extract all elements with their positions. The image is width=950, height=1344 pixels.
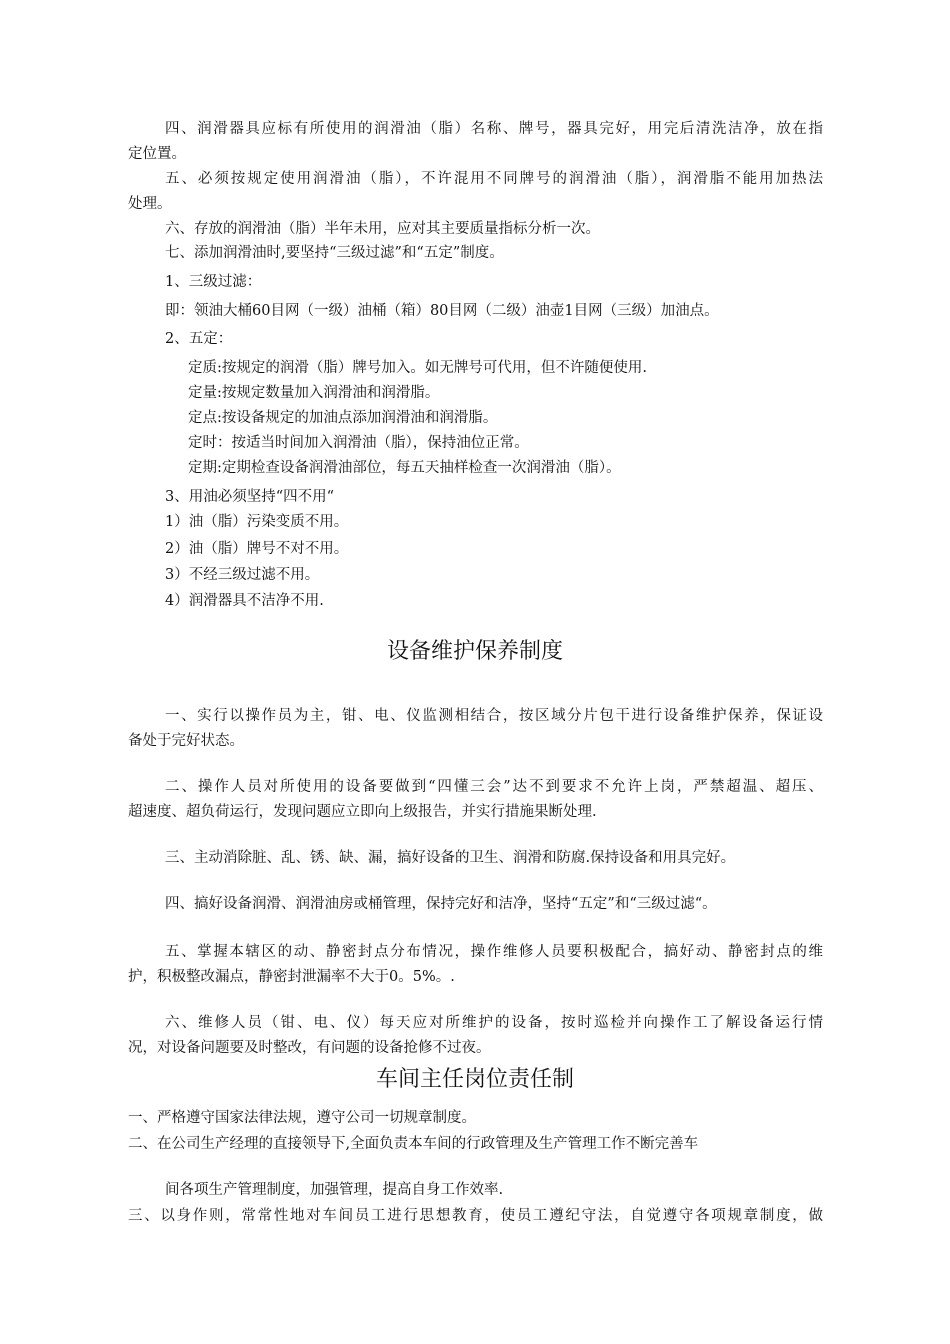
list-heading: 1、三级过滤： bbox=[165, 274, 262, 290]
paragraph-line: 一、实行以操作员为主，钳、电、仪监测相结合，按区域分片包干进行设备维护保养，保证设 bbox=[165, 708, 823, 724]
paragraph-line: 超速度、超负荷运行，发现问题应立即向上级报告，并实行措施果断处理. bbox=[128, 804, 597, 820]
section-title: 设备维护保养制度 bbox=[386, 639, 563, 664]
paragraph-line: 备处于完好状态。 bbox=[128, 733, 244, 749]
paragraph-line: 六、存放的润滑油（脂）半年未用，应对其主要质量指标分析一次。 bbox=[165, 221, 600, 237]
paragraph-line: 三、以身作则，常常性地对车间员工进行思想教育，使员工遵纪守法，自觉遵守各项规章制度，做 bbox=[128, 1208, 823, 1224]
paragraph-line: 四、搞好设备润滑、润滑油房或桶管理，保持完好和洁净，坚持“五定”和“三级过滤“。 bbox=[165, 896, 717, 912]
paragraph-line: 二、操作人员对所使用的设备要做到“四懂三会”达不到要求不允许上岗，严禁超温、超压、 bbox=[165, 779, 823, 795]
list-item: 1）油（脂）污染变质不用。 bbox=[165, 514, 349, 530]
list-item: 定质:按规定的润滑（脂）牌号加入。如无牌号可代用，但不许随便使用. bbox=[188, 360, 647, 376]
paragraph-line: 三、主动消除脏、乱、锈、缺、漏，搞好设备的卫生、润滑和防腐.保持设备和用具完好。 bbox=[165, 850, 736, 866]
section-title: 车间主任岗位责任制 bbox=[375, 1067, 574, 1092]
paragraph-line: 即：领油大桶60目网（一级）油桶（箱）80目网（二级）油壶1目网（三级）加油点。 bbox=[165, 303, 719, 319]
list-item: 定点:按设备规定的加油点添加润滑油和润滑脂。 bbox=[188, 410, 498, 426]
paragraph-line: 一、严格遵守国家法律法规，遵守公司一切规章制度。 bbox=[128, 1110, 476, 1126]
paragraph-line: 七、添加润滑油时,要坚持“三级过滤”和“五定”制度。 bbox=[165, 245, 504, 261]
paragraph-line: 护，积极整改漏点，静密封泄漏率不大于0。5%。. bbox=[128, 969, 455, 985]
list-item: 定量:按规定数量加入润滑油和润滑脂。 bbox=[188, 385, 440, 401]
paragraph-line: 六、维修人员（钳、电、仪）每天应对所维护的设备，按时巡检并向操作工了解设备运行情 bbox=[165, 1015, 823, 1031]
paragraph-line: 四、润滑器具应标有所使用的润滑油（脂）名称、牌号，器具完好，用完后清洗洁净，放在指 bbox=[165, 121, 823, 137]
list-heading: 2、五定： bbox=[165, 331, 233, 347]
paragraph-line: 况，对设备问题要及时整改，有问题的设备抢修不过夜。 bbox=[128, 1040, 491, 1056]
paragraph-line: 间各项生产管理制度，加强管理，提高自身工作效率. bbox=[165, 1182, 504, 1198]
paragraph-line: 二、在公司生产经理的直接领导下,全面负责本车间的行政管理及生产管理工作不断完善车 bbox=[128, 1136, 699, 1152]
list-item: 定时：按适当时间加入润滑油（脂），保持油位正常。 bbox=[188, 435, 529, 451]
list-heading: 3、用油必须坚持“四不用“ bbox=[165, 489, 335, 505]
paragraph-line: 定位置。 bbox=[128, 146, 186, 162]
list-item: 2）油（脂）牌号不对不用。 bbox=[165, 541, 349, 557]
list-item: 4）润滑器具不洁净不用. bbox=[165, 593, 324, 609]
list-item: 3）不经三级过滤不用。 bbox=[165, 567, 320, 583]
paragraph-line: 五、掌握本辖区的动、静密封点分布情况，操作维修人员要积极配合，搞好动、静密封点的维 bbox=[165, 944, 823, 960]
list-item: 定期:定期检查设备润滑油部位，每五天抽样检查一次润滑油（脂）。 bbox=[188, 460, 621, 476]
paragraph-line: 处理。 bbox=[128, 196, 172, 212]
paragraph-line: 五、必须按规定使用润滑油（脂），不许混用不同牌号的润滑油（脂），润滑脂不能用加热法 bbox=[165, 171, 823, 187]
